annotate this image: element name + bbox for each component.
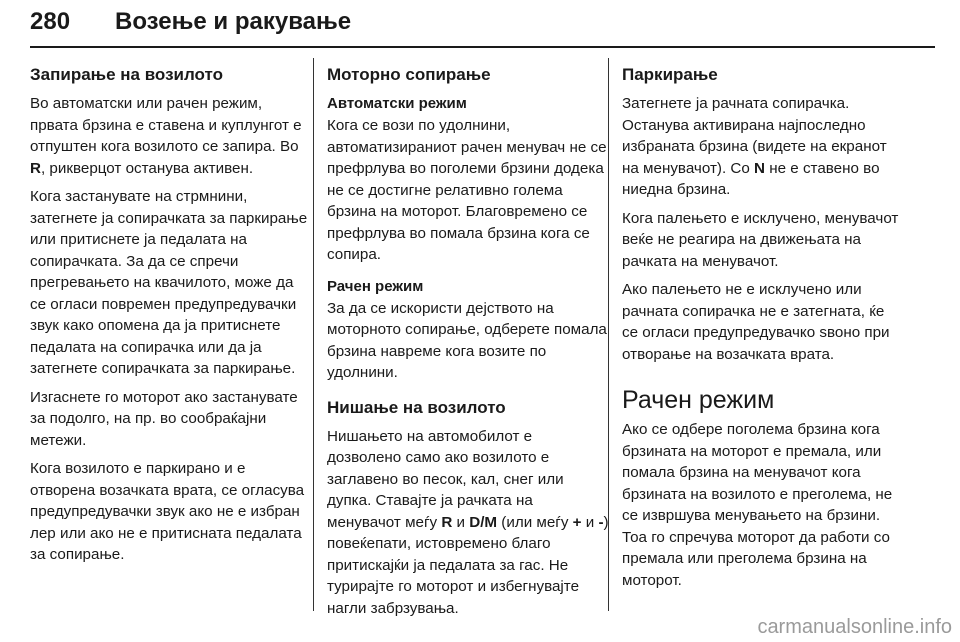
gear-key: N [754,159,766,177]
section-heading-manual-mode: Рачен режим [622,386,775,414]
subheading-automatic: Автоматски режим [327,95,467,112]
page-header [30,6,935,56]
header-rule [30,46,935,48]
paragraph: Во автоматски или рачен режим, првата брзина е ставена и куплунгот е отпуштен кога возилото се запира. Во R, рикверцот останува активен. [30,95,302,177]
gear-key: + [572,513,582,531]
column-middle [327,63,609,626]
column-divider [313,58,314,611]
section-heading-stopping: Запирање на возилото [30,65,224,84]
paragraph: Нишањето на автомобилот е дозволено само ако возилото е заглавено во песок, кал, снег или дупка. Ставајте ја рачката на менувачот меѓу R и D/M (или меѓу + и -) повеќепати, истовремено благо притискајќи ја педалата за гас. Не турирајте го моторот и избегнувајте нагли забрзувања. [327,427,609,617]
paragraph: Кога палењето е исклучено, менувачот веќе не реагира на движењата на рачката на менувачот. [622,209,899,270]
paragraph: Кога возилото е паркирано и е отворена возачката врата, се огласува предупредувачки звук ако не е избран лер или ако не е притисната педалата за сопирање. [30,460,305,563]
chapter-title: Возење и ракување [115,8,352,35]
gear-key: D/M [469,513,498,531]
column-left [30,63,312,573]
gear-key: R [30,159,41,177]
paragraph: Кога се вози по удолнини, автоматизираниот рачен менувач не се префрлува во поголеми брзини додека не се достигне релативно голема брзина на моторот. Благовремено се префрлува во помала брзина кога се сопира. [327,117,607,263]
section-heading-engine-braking: Моторно сопирање [327,65,491,84]
paragraph: Изгаснете го моторот ако застанувате за подолго, на пр. во сообраќајни метежи. [30,388,298,449]
column-right [622,63,904,598]
page-number: 280 [30,8,71,35]
gear-key: - [598,513,604,531]
paragraph: Ако се одбере поголема брзина кога брзината на моторот е премала, или помала брзина на менувачот кога брзината на возилото е преголема, не се извршува менувањето на брзини. Тоа го спречува моторот да работи со премала или преголема брзина на моторот. [622,421,893,589]
paragraph: Затегнете ја рачната сопирачка. Останува активирана најпоследно избраната брзина (видете на екранот на менувачот). Со N не е ставено во ниедна брзина. [622,95,887,198]
gear-key: R [441,513,453,531]
section-heading-rocking: Нишање на возилото [327,397,506,417]
paragraph: За да се искористи дејството на моторното сопирање, одберете помала брзина навреме кога возите по удолнини. [327,299,607,381]
paragraph: Кога застанувате на стрмнини, затегнете ја сопирачката за паркирање или притиснете ја педалата на сопирачката. За да се спречи прегревањето на квачилото, може да се огласи повремен предупредувачки звук како опомена да ја притиснете педалата на сопирачка или да ја затегнете сопирачката за паркирање. [30,188,308,377]
paragraph: Ако палењето не е исклучено или рачната сопирачка не е затегната, ќе се огласи предупредувачко ѕвоно при отворање на возачката врата. [622,281,890,363]
watermark: carmanualsonline.info [757,616,952,638]
section-heading-parking: Паркирање [622,65,718,84]
subheading-manual: Рачен режим [327,277,424,295]
